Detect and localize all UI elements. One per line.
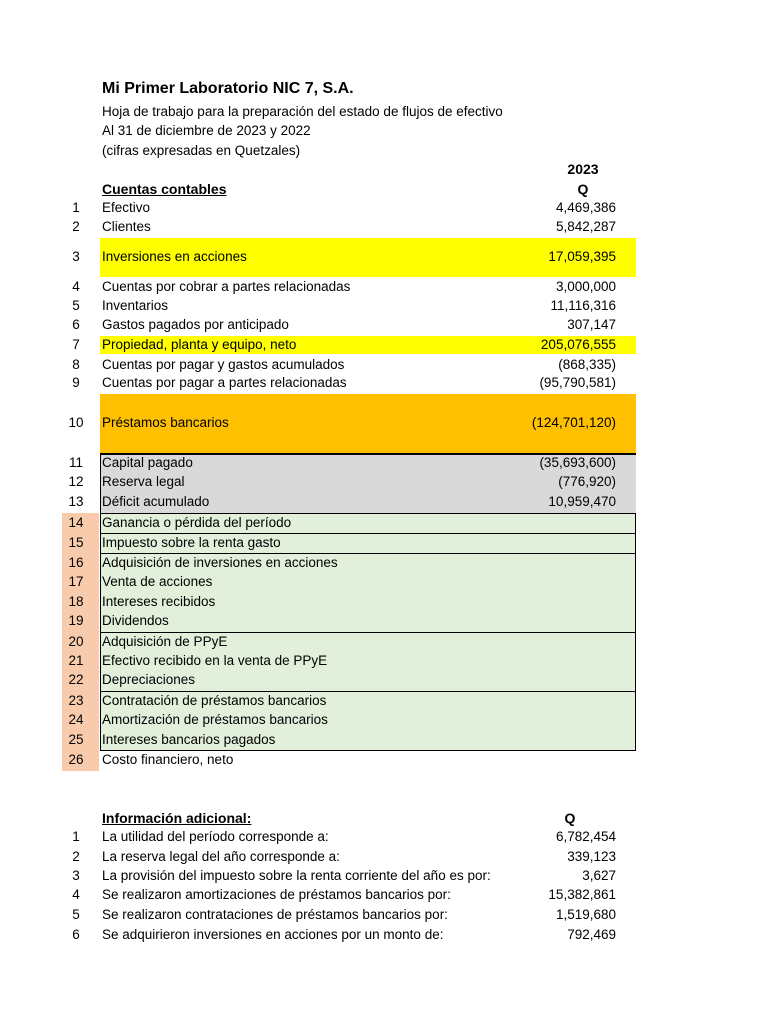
account-label: Depreciaciones: [102, 672, 196, 687]
row-number: 24: [68, 712, 84, 727]
report-date: Al 31 de diciembre de 2023 y 2022: [102, 123, 311, 138]
row-number: 13: [68, 494, 84, 509]
account-label: Efectivo: [102, 200, 151, 215]
row-number: 2: [72, 219, 80, 234]
company-title: Mi Primer Laboratorio NIC 7, S.A.: [102, 80, 354, 97]
account-label: Adquisición de inversiones en acciones: [102, 555, 338, 570]
account-value: 205,076,555: [540, 337, 616, 352]
account-label: Déficit acumulado: [102, 494, 210, 509]
row-number: 21: [68, 653, 84, 668]
account-label: Adquisición de PPyE: [102, 634, 228, 649]
additional-heading: Información adicional:: [102, 810, 252, 826]
account-value: 5,842,287: [555, 219, 616, 234]
account-label: Cuentas por pagar y gastos acumulados: [102, 357, 345, 372]
account-value: 4,469,386: [555, 200, 616, 215]
border: [100, 691, 636, 692]
item-number: 2: [72, 849, 80, 864]
account-label: Amortización de préstamos bancarios: [102, 712, 328, 727]
account-label: Clientes: [102, 219, 151, 234]
row-number: 26: [68, 752, 84, 767]
item-label: La provisión del impuesto sobre la renta corriente del año es por:: [102, 868, 491, 883]
account-label: Efectivo recibido en la venta de PPyE: [102, 653, 328, 668]
item-value: 3,627: [582, 868, 616, 883]
year-header: 2023: [567, 161, 599, 177]
account-value: 10,959,470: [548, 494, 616, 509]
account-value: 11,116,316: [550, 298, 616, 313]
item-value: 1,519,680: [555, 907, 616, 922]
account-label: Intereses recibidos: [102, 594, 216, 609]
item-value: 792,469: [567, 927, 616, 942]
item-value: 339,123: [567, 849, 616, 864]
account-label: Inversiones en acciones: [102, 249, 247, 264]
row-number: 15: [68, 535, 84, 550]
border: [100, 513, 636, 514]
row-number: 23: [68, 693, 84, 708]
row-number: 1: [72, 200, 80, 215]
account-label: Préstamos bancarios: [102, 415, 229, 430]
account-label: Ganancia o pérdida del período: [102, 515, 292, 530]
account-label: Inventarios: [102, 298, 169, 313]
border: [100, 533, 636, 534]
row-number: 12: [68, 474, 84, 489]
row-number: 8: [72, 357, 80, 372]
item-label: La reserva legal del año corresponde a:: [102, 849, 340, 864]
row-number: 6: [72, 317, 80, 332]
account-value: 3,000,000: [555, 279, 616, 294]
item-value: 6,782,454: [555, 829, 616, 844]
row-number: 7: [72, 337, 80, 352]
row-number: 9: [72, 375, 80, 390]
account-value: (95,790,581): [539, 375, 616, 390]
item-value: 15,382,861: [548, 887, 616, 902]
account-label: Reserva legal: [102, 474, 185, 489]
additional-currency-header: Q: [564, 810, 576, 826]
item-number: 6: [72, 927, 80, 942]
row-number: 20: [68, 634, 84, 649]
row-number: 4: [72, 279, 80, 294]
currency-note: (cifras expresadas en Quetzales): [102, 143, 301, 158]
item-number: 3: [72, 868, 80, 883]
account-value: 307,147: [567, 317, 616, 332]
item-number: 5: [72, 907, 80, 922]
report-subtitle: Hoja de trabajo para la preparación del estado de flujos de efectivo: [102, 104, 503, 119]
row-number: 19: [68, 613, 84, 628]
account-value: (868,335): [558, 357, 616, 372]
item-label: Se realizaron contrataciones de préstamos bancarios por:: [102, 907, 448, 922]
row-number: 18: [68, 594, 84, 609]
row-number: 16: [68, 555, 84, 570]
account-label: Propiedad, planta y equipo, neto: [102, 337, 297, 352]
item-label: Se adquirieron inversiones en acciones por un monto de:: [102, 927, 444, 942]
border: [100, 632, 636, 633]
row-number: 11: [68, 455, 83, 470]
item-number: 1: [72, 829, 80, 844]
account-label: Gastos pagados por anticipado: [102, 317, 289, 332]
border: [100, 553, 636, 554]
item-label: Se realizaron amortizaciones de préstamos bancarios por:: [102, 887, 451, 902]
account-value: (124,701,120): [531, 415, 616, 430]
account-value: (776,920): [558, 474, 616, 489]
item-label: La utilidad del período corresponde a:: [102, 829, 329, 844]
currency-header: Q: [577, 181, 589, 197]
border: [635, 513, 636, 751]
border: [100, 454, 101, 751]
row-number: 17: [68, 574, 84, 589]
account-label: Contratación de préstamos bancarios: [102, 693, 327, 708]
account-label: Capital pagado: [102, 455, 193, 470]
row-number: 10: [68, 415, 84, 430]
account-label: Venta de acciones: [102, 574, 213, 589]
account-label: Cuentas por pagar a partes relacionadas: [102, 375, 347, 390]
row-number: 22: [68, 672, 84, 687]
account-label: Impuesto sobre la renta gasto: [102, 535, 281, 550]
row-number: 3: [72, 249, 80, 264]
account-label: Intereses bancarios pagados: [102, 732, 276, 747]
accounts-heading: Cuentas contables: [102, 181, 227, 197]
row-number: 14: [68, 515, 84, 530]
account-label: Dividendos: [102, 613, 169, 628]
border: [100, 750, 636, 751]
account-value: 17,059,395: [548, 249, 616, 264]
row-number: 25: [68, 732, 84, 747]
item-number: 4: [72, 887, 80, 902]
account-value: (35,693,600): [539, 455, 616, 470]
account-label: Costo financiero, neto: [102, 752, 234, 767]
account-label: Cuentas por cobrar a partes relacionadas: [102, 279, 351, 294]
row-number: 5: [72, 298, 80, 313]
